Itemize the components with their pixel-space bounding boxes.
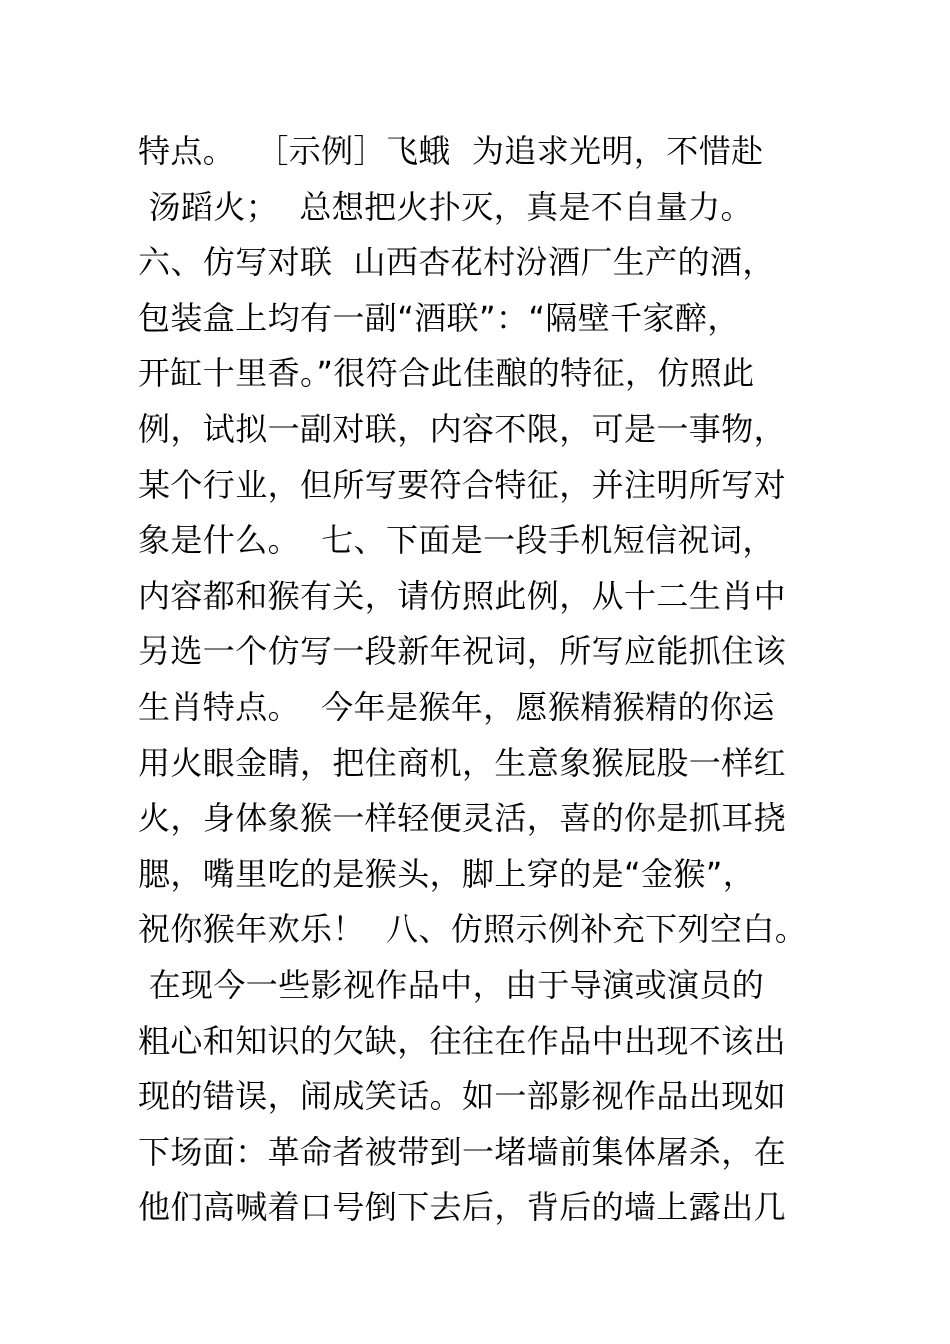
text-line-7: 某个行业，但所写要符合特征，并注明所写对	[138, 465, 787, 504]
text-line-1: 特点。 ［示例］飞蛾 为追求光明，不惜赴	[138, 132, 764, 170]
text-line-6: 例，试拟一副对联，内容不限，可是一事物，	[138, 409, 787, 448]
text-line-15: 祝你猴年欢乐！ 八、仿照示例补充下列空白。	[138, 910, 808, 949]
body-text	[138, 124, 838, 1236]
text-line-4: 包装盒上均有一副“酒联”：“隔壁千家醉，	[138, 298, 740, 337]
text-line-11: 生肖特点。 今年是猴年，愿猴精猴精的你运	[138, 687, 775, 726]
text-line-2: 汤蹈火； 总想把火扑灭，真是不自量力。	[138, 187, 753, 226]
text-line-20: 他们高喊着口号倒下去后，背后的墙上露出几	[138, 1188, 787, 1227]
text-line-10: 另选一个仿写一段新年祝词，所写应能抓住该	[138, 632, 787, 671]
text-line-17: 粗心和知识的欠缺，往往在作品中出现不该出	[138, 1021, 787, 1060]
text-line-8: 象是什么。 七、下面是一段手机短信祝词，	[138, 521, 775, 560]
text-line-18: 现的错误，闹成笑话。如一部影视作品出现如	[138, 1077, 787, 1116]
text-line-16: 在现今一些影视作品中，由于导演或演员的	[138, 965, 765, 1004]
text-line-5: 开缸十里香。”很符合此佳酿的特征，仿照此	[138, 354, 755, 393]
text-line-13: 火，身体象猴一样轻便灵活，喜的你是抓耳挠	[138, 799, 787, 838]
text-line-12: 用火眼金睛，把住商机，生意象猴屁股一样红	[138, 743, 787, 782]
text-line-19: 下场面：革命者被带到一堵墙前集体屠杀，在	[138, 1132, 787, 1171]
text-line-14: 腮，嘴里吃的是猴头，脚上穿的是“金猴”，	[138, 854, 756, 893]
text-line-9: 内容都和猴有关，请仿照此例，从十二生肖中	[138, 576, 787, 615]
text-line-3: 六、仿写对联 山西杏花村汾酒厂生产的酒，	[138, 243, 775, 282]
